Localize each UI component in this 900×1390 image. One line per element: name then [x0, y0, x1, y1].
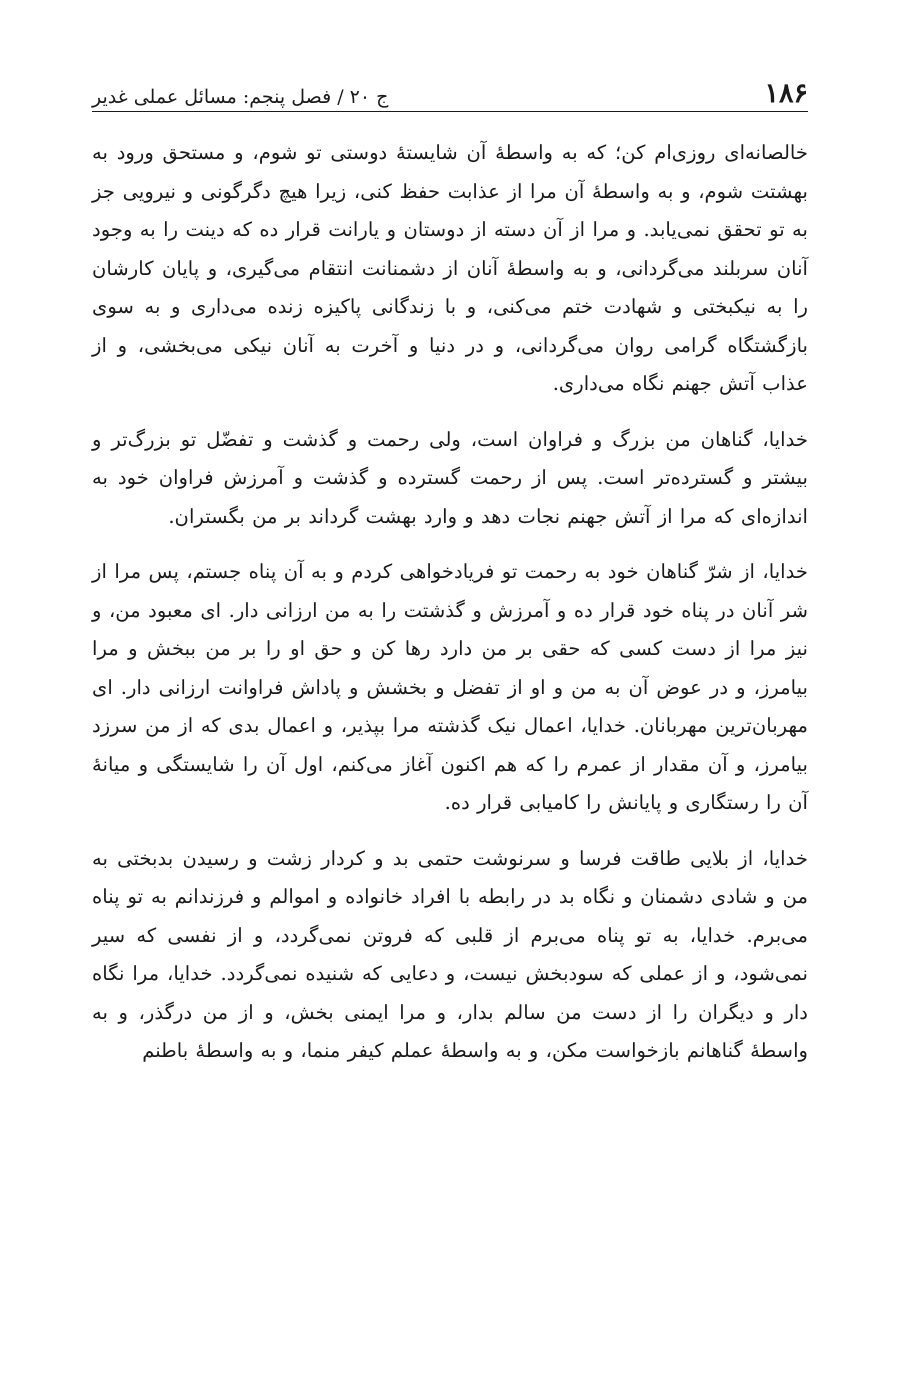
page-number: ۱۸۶ — [764, 78, 808, 109]
paragraph-1: خالصانه‌ای روزی‌ام کن؛ که به واسطهٔ آن شایستهٔ دوستی تو شوم، و مستحق ورود به بهشتت شوم، و به واسطهٔ آن مرا از عذابت حفظ کنی، زیرا هیچ دگرگونی و نیرویی جز به تو تحقق نمی‌یابد. و مرا از آن دسته از دوستان و یارانت قرار ده که دینت را به وجود آنان سربلند می‌گردانی، و به واسطهٔ آنان از دشمنانت انتقام می‌گیری، و پایان کارشان را به نیکبختی و شهادت ختم می‌کنی، و با زندگانی پاکیزه زنده می‌داری و به سوی بازگشتگاه گرامی روان می‌گردانی، و در دنیا و آخرت به آنان نیکی می‌بخشی، و از عذاب آتش جهنم نگاه می‌داری. — [92, 141, 808, 395]
body-text — [92, 134, 808, 1071]
paragraph-3: خدایا، از شرّ گناهان خود به رحمت تو فریادخواهی کردم و به آن پناه جستم، پس مرا از شر آنان در پناه خود قرار ده و آمرزش و گذشتت را به من ارزانی دار. ای معبود من، و نیز مرا از دست کسی که حقی بر من دارد رها کن و حق او را بر من ببخش و مرا بیامرز، و در عوض آن به من و او از تفضل و بخشش و پاداش فراوانت ارزانی دار. ای مهربان‌ترین مهربانان. خدایا، اعمال نیک گذشته مرا بپذیر، و اعمال بدی که از من سرزد بیامرز، و آن مقدار از عمرم را که هم اکنون آغاز می‌کنم، اول آن را شایستگی و میانهٔ آن را رستگاری و پایانش را کامیابی قرار ده. — [92, 560, 808, 814]
header-title: ج ۲۰ / فصل پنجم: مسائل عملی غدیر — [92, 86, 389, 108]
document-page — [92, 60, 808, 1088]
paragraph-4: خدایا، از بلایی طاقت فرسا و سرنوشت حتمی بد و کردار زشت و رسیدن بدبختی به من و شادی دشمنان و نگاه بد در رابطه با افراد خانواده و اموالم و فرزندانم به تو پناه می‌برم. خدایا، به تو پناه می‌برم از قلبی که فروتن نمی‌گردد، و از نفسی که سیر نمی‌شود، و از عملی که سودبخش نیست، و دعایی که شنیده نمی‌گردد. خدایا، مرا نگاه دار و دیگران را از دست من سالم بدار، و مرا ایمنی بخش، و از من درگذر، و به واسطهٔ گناهانم بازخواست مکن، و به واسطهٔ عملم کیفر منما، و به واسطهٔ باطنم — [92, 846, 808, 1062]
running-header — [92, 60, 808, 112]
paragraph-2: خدایا، گناهان من بزرگ و فراوان است، ولی رحمت و گذشت و تفضّل تو بزرگ‌تر و بیشتر و گسترده‌تر است. پس از رحمت گسترده و گذشت و آمرزش فراوان خود به اندازه‌ای که مرا از آتش جهنم نجات دهد و وارد بهشت گرداند بر من بگستران. — [92, 427, 808, 528]
